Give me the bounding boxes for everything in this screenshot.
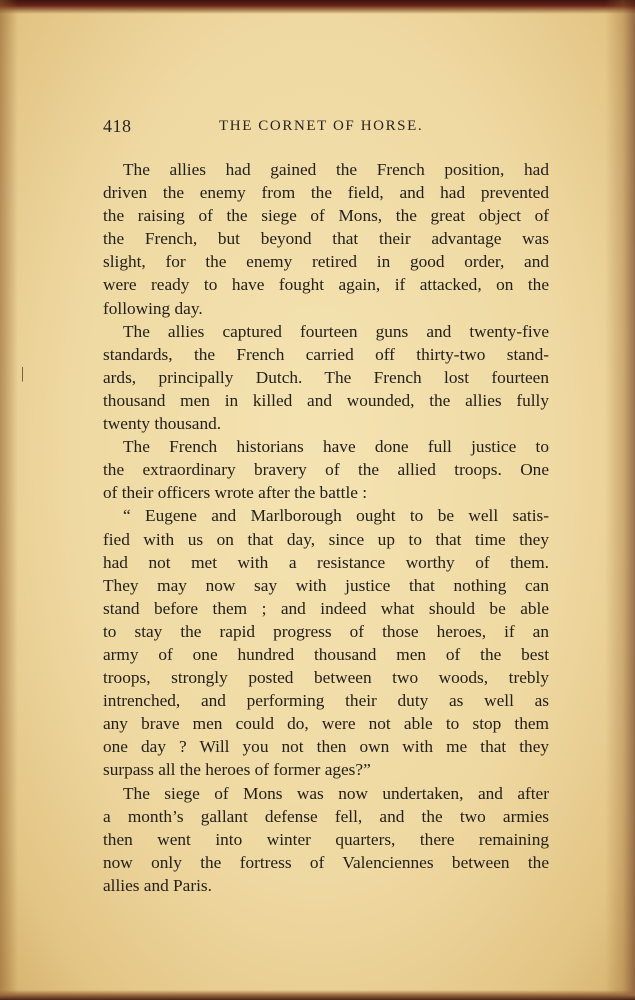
paragraph: [103, 782, 549, 897]
page-left-edge: [0, 0, 18, 1000]
text-line: driven the enemy from the field, and had prevented: [103, 183, 549, 203]
margin-mark: |: [21, 365, 25, 382]
text-line: now only the fortress of Valenciennes between the: [103, 852, 549, 872]
text-line: “ Eugene and Marlborough ought to be well satis-: [123, 506, 549, 526]
text-line: twenty thousand.: [103, 414, 222, 434]
text-line: had not met with a resistance worthy of them.: [103, 552, 549, 572]
text-line: then went into winter quarters, there remaining: [103, 829, 549, 849]
text-line: army of one hundred thousand men of the best: [103, 644, 549, 664]
text-line: ards, principally Dutch. The French lost fourteen: [103, 367, 549, 387]
text-line: intrenched, and performing their duty as well as: [103, 691, 549, 711]
text-line: surpass all the heroes of former ages?”: [103, 760, 371, 780]
text-line: standards, the French carried off thirty-two stand-: [103, 344, 549, 364]
text-line: thousand men in killed and wounded, the allies fully: [103, 390, 549, 410]
text-line: troops, strongly posted between two woods, trebly: [103, 668, 549, 688]
text-line: The allies captured fourteen guns and twenty-five: [123, 321, 549, 341]
text-line: the raising of the siege of Mons, the great object of: [103, 206, 549, 226]
paragraph: [103, 158, 549, 320]
text-line: of their officers wrote after the battle :: [103, 483, 368, 503]
paragraph: [103, 435, 549, 504]
text-line: slight, for the enemy retired in good order, and: [103, 252, 549, 272]
text-line: The allies had gained the French position, had: [123, 160, 549, 179]
text-line: fied with us on that day, since up to that time they: [103, 529, 549, 549]
text-line: one day ? Will you not then own with me that they: [103, 737, 549, 757]
text-line: the extraordinary bravery of the allied troops. One: [103, 460, 549, 480]
text-line: following day.: [103, 298, 203, 318]
page-right-edge: [605, 0, 635, 1000]
paragraph: [103, 320, 549, 435]
text-line: They may now say with justice that nothing can: [103, 575, 549, 595]
text-line: to stay the rapid progress of those heroes, if an: [103, 621, 549, 641]
text-line: The siege of Mons was now undertaken, and after: [123, 783, 549, 803]
page-bottom-edge: [0, 990, 635, 1000]
text-line: allies and Paris.: [103, 875, 212, 895]
paragraph: [103, 504, 549, 781]
text-line: a month’s gallant defense fell, and the two armies: [103, 806, 549, 826]
body-text: [103, 158, 549, 897]
text-line: the French, but beyond that their advantage was: [103, 229, 549, 249]
page-top-edge: [0, 0, 635, 14]
text-line: The French historians have done full justice to: [123, 437, 549, 457]
text-line: were ready to have fought again, if attacked, on the: [103, 275, 549, 295]
text-line: any brave men could do, were not able to stop them: [103, 714, 549, 734]
page-header: [103, 116, 548, 142]
running-title: THE CORNET OF HORSE.: [219, 118, 424, 134]
text-line: stand before them ; and indeed what should be able: [103, 598, 549, 618]
page-number: 418: [103, 116, 132, 136]
